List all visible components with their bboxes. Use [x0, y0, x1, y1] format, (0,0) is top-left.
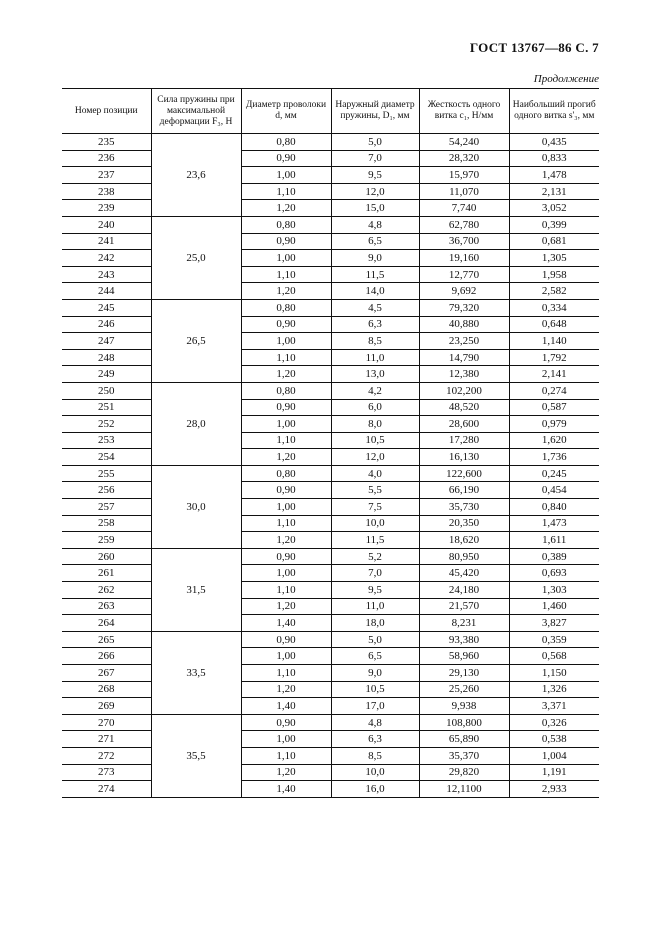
column-header-deflection: Наибольший прогиб одного витка s'₃, мм	[509, 89, 599, 134]
stiffness-cell: 23,250	[419, 333, 509, 350]
table-row	[62, 432, 599, 449]
position-cell: 265	[62, 631, 151, 648]
outer-diameter-cell: 8,5	[331, 747, 419, 764]
table-row	[62, 631, 599, 648]
outer-diameter-cell: 12,0	[331, 449, 419, 466]
table-row	[62, 134, 599, 151]
outer-diameter-cell: 15,0	[331, 200, 419, 217]
wire-diameter-cell: 1,10	[241, 432, 331, 449]
deflection-cell: 1,140	[509, 333, 599, 350]
wire-diameter-cell: 0,90	[241, 150, 331, 167]
deflection-cell: 1,611	[509, 532, 599, 549]
position-cell: 255	[62, 465, 151, 482]
position-cell: 258	[62, 515, 151, 532]
stiffness-cell: 7,740	[419, 200, 509, 217]
deflection-cell: 2,933	[509, 781, 599, 798]
outer-diameter-cell: 11,5	[331, 266, 419, 283]
wire-diameter-cell: 1,10	[241, 747, 331, 764]
position-cell: 237	[62, 167, 151, 184]
table-row	[62, 167, 599, 184]
position-cell: 243	[62, 266, 151, 283]
outer-diameter-cell: 16,0	[331, 781, 419, 798]
stiffness-cell: 62,780	[419, 216, 509, 233]
position-cell: 261	[62, 565, 151, 582]
outer-diameter-cell: 4,8	[331, 216, 419, 233]
table-row	[62, 465, 599, 482]
deflection-cell: 0,568	[509, 648, 599, 665]
table-row	[62, 299, 599, 316]
page-header: ГОСТ 13767—86 С. 7	[469, 40, 599, 55]
stiffness-cell: 45,420	[419, 565, 509, 582]
table-row	[62, 781, 599, 798]
position-cell: 267	[62, 665, 151, 682]
wire-diameter-cell: 1,40	[241, 698, 331, 715]
stiffness-cell: 25,260	[419, 681, 509, 698]
deflection-cell: 2,141	[509, 366, 599, 383]
table-row	[62, 499, 599, 516]
table-row	[62, 681, 599, 698]
outer-diameter-cell: 7,0	[331, 565, 419, 582]
table-row	[62, 382, 599, 399]
stiffness-cell: 16,130	[419, 449, 509, 466]
outer-diameter-cell: 17,0	[331, 698, 419, 715]
stiffness-cell: 24,180	[419, 582, 509, 599]
position-cell: 257	[62, 499, 151, 516]
table-row	[62, 665, 599, 682]
deflection-cell: 1,305	[509, 250, 599, 267]
outer-diameter-cell: 6,3	[331, 731, 419, 748]
force-cell: 25,0	[151, 216, 241, 299]
table-row	[62, 598, 599, 615]
table-row	[62, 747, 599, 764]
stiffness-cell: 28,600	[419, 416, 509, 433]
table-row	[62, 582, 599, 599]
wire-diameter-cell: 1,00	[241, 648, 331, 665]
wire-diameter-cell: 1,10	[241, 349, 331, 366]
wire-diameter-cell: 1,10	[241, 665, 331, 682]
outer-diameter-cell: 10,5	[331, 681, 419, 698]
position-cell: 259	[62, 532, 151, 549]
stiffness-cell: 65,890	[419, 731, 509, 748]
position-cell: 262	[62, 582, 151, 599]
position-cell: 239	[62, 200, 151, 217]
position-cell: 268	[62, 681, 151, 698]
stiffness-cell: 18,620	[419, 532, 509, 549]
outer-diameter-cell: 13,0	[331, 366, 419, 383]
stiffness-cell: 36,700	[419, 233, 509, 250]
stiffness-cell: 93,380	[419, 631, 509, 648]
outer-diameter-cell: 4,2	[331, 382, 419, 399]
position-cell: 260	[62, 548, 151, 565]
outer-diameter-cell: 9,5	[331, 167, 419, 184]
deflection-cell: 0,245	[509, 465, 599, 482]
spring-spec-table	[62, 88, 599, 798]
deflection-cell: 0,359	[509, 631, 599, 648]
wire-diameter-cell: 0,80	[241, 216, 331, 233]
deflection-cell: 0,681	[509, 233, 599, 250]
outer-diameter-cell: 10,0	[331, 764, 419, 781]
wire-diameter-cell: 1,10	[241, 515, 331, 532]
deflection-cell: 0,454	[509, 482, 599, 499]
position-cell: 236	[62, 150, 151, 167]
deflection-cell: 0,693	[509, 565, 599, 582]
deflection-cell: 1,460	[509, 598, 599, 615]
stiffness-cell: 20,350	[419, 515, 509, 532]
position-cell: 252	[62, 416, 151, 433]
outer-diameter-cell: 5,5	[331, 482, 419, 499]
position-cell: 242	[62, 250, 151, 267]
wire-diameter-cell: 0,90	[241, 548, 331, 565]
position-cell: 249	[62, 366, 151, 383]
wire-diameter-cell: 0,90	[241, 316, 331, 333]
stiffness-cell: 12,380	[419, 366, 509, 383]
deflection-cell: 2,131	[509, 183, 599, 200]
position-cell: 264	[62, 615, 151, 632]
force-cell: 31,5	[151, 548, 241, 631]
stiffness-cell: 40,880	[419, 316, 509, 333]
wire-diameter-cell: 1,20	[241, 449, 331, 466]
wire-diameter-cell: 1,00	[241, 167, 331, 184]
stiffness-cell: 29,130	[419, 665, 509, 682]
outer-diameter-cell: 4,8	[331, 714, 419, 731]
wire-diameter-cell: 1,00	[241, 250, 331, 267]
position-cell: 271	[62, 731, 151, 748]
wire-diameter-cell: 0,80	[241, 382, 331, 399]
outer-diameter-cell: 6,0	[331, 399, 419, 416]
position-cell: 247	[62, 333, 151, 350]
table-row	[62, 515, 599, 532]
position-cell: 256	[62, 482, 151, 499]
table-row	[62, 250, 599, 267]
wire-diameter-cell: 0,80	[241, 465, 331, 482]
table-row	[62, 366, 599, 383]
wire-diameter-cell: 1,00	[241, 731, 331, 748]
force-cell: 28,0	[151, 382, 241, 465]
wire-diameter-cell: 1,40	[241, 615, 331, 632]
outer-diameter-cell: 6,3	[331, 316, 419, 333]
table-row	[62, 183, 599, 200]
table-body	[62, 134, 599, 798]
wire-diameter-cell: 0,90	[241, 399, 331, 416]
force-cell: 35,5	[151, 714, 241, 797]
position-cell: 250	[62, 382, 151, 399]
deflection-cell: 1,303	[509, 582, 599, 599]
outer-diameter-cell: 9,5	[331, 582, 419, 599]
wire-diameter-cell: 0,90	[241, 482, 331, 499]
outer-diameter-cell: 7,5	[331, 499, 419, 516]
position-cell: 235	[62, 134, 151, 151]
column-header-outer-diameter: Наружный диаметр пружины, D₁, мм	[331, 89, 419, 134]
wire-diameter-cell: 0,80	[241, 134, 331, 151]
position-cell: 253	[62, 432, 151, 449]
outer-diameter-cell: 11,0	[331, 349, 419, 366]
wire-diameter-cell: 1,20	[241, 598, 331, 615]
wire-diameter-cell: 1,00	[241, 565, 331, 582]
position-cell: 240	[62, 216, 151, 233]
outer-diameter-cell: 6,5	[331, 233, 419, 250]
stiffness-cell: 80,950	[419, 548, 509, 565]
outer-diameter-cell: 4,5	[331, 299, 419, 316]
stiffness-cell: 12,1100	[419, 781, 509, 798]
outer-diameter-cell: 11,5	[331, 532, 419, 549]
deflection-cell: 0,326	[509, 714, 599, 731]
deflection-cell: 1,958	[509, 266, 599, 283]
stiffness-cell: 11,070	[419, 183, 509, 200]
wire-diameter-cell: 1,20	[241, 764, 331, 781]
outer-diameter-cell: 8,5	[331, 333, 419, 350]
deflection-cell: 3,827	[509, 615, 599, 632]
deflection-cell: 1,191	[509, 764, 599, 781]
stiffness-cell: 66,190	[419, 482, 509, 499]
stiffness-cell: 21,570	[419, 598, 509, 615]
wire-diameter-cell: 1,00	[241, 499, 331, 516]
table-row	[62, 399, 599, 416]
outer-diameter-cell: 10,0	[331, 515, 419, 532]
outer-diameter-cell: 4,0	[331, 465, 419, 482]
wire-diameter-cell: 1,20	[241, 366, 331, 383]
stiffness-cell: 35,730	[419, 499, 509, 516]
stiffness-cell: 58,960	[419, 648, 509, 665]
deflection-cell: 0,587	[509, 399, 599, 416]
position-cell: 238	[62, 183, 151, 200]
force-cell: 33,5	[151, 631, 241, 714]
stiffness-cell: 108,800	[419, 714, 509, 731]
outer-diameter-cell: 14,0	[331, 283, 419, 300]
position-cell: 274	[62, 781, 151, 798]
table-row	[62, 565, 599, 582]
wire-diameter-cell: 1,20	[241, 532, 331, 549]
position-cell: 244	[62, 283, 151, 300]
deflection-cell: 0,389	[509, 548, 599, 565]
table-row	[62, 764, 599, 781]
stiffness-cell: 14,790	[419, 349, 509, 366]
deflection-cell: 1,478	[509, 167, 599, 184]
deflection-cell: 1,150	[509, 665, 599, 682]
outer-diameter-cell: 10,5	[331, 432, 419, 449]
deflection-cell: 0,334	[509, 299, 599, 316]
deflection-cell: 0,399	[509, 216, 599, 233]
outer-diameter-cell: 11,0	[331, 598, 419, 615]
outer-diameter-cell: 12,0	[331, 183, 419, 200]
wire-diameter-cell: 0,80	[241, 299, 331, 316]
wire-diameter-cell: 1,40	[241, 781, 331, 798]
deflection-cell: 1,004	[509, 747, 599, 764]
position-cell: 245	[62, 299, 151, 316]
table-row	[62, 349, 599, 366]
table-row	[62, 731, 599, 748]
deflection-cell: 0,840	[509, 499, 599, 516]
table-row	[62, 482, 599, 499]
deflection-cell: 0,538	[509, 731, 599, 748]
table-header-row	[62, 89, 599, 134]
table-row	[62, 333, 599, 350]
column-header-force: Сила пружины при максимальной деформации F₃, Н	[151, 89, 241, 134]
wire-diameter-cell: 1,10	[241, 582, 331, 599]
table-row	[62, 316, 599, 333]
stiffness-cell: 122,600	[419, 465, 509, 482]
outer-diameter-cell: 5,0	[331, 631, 419, 648]
continuation-label: Продолжение	[533, 73, 599, 85]
outer-diameter-cell: 5,0	[331, 134, 419, 151]
wire-diameter-cell: 1,00	[241, 333, 331, 350]
deflection-cell: 0,979	[509, 416, 599, 433]
stiffness-cell: 29,820	[419, 764, 509, 781]
wire-diameter-cell: 1,00	[241, 416, 331, 433]
table-row	[62, 233, 599, 250]
wire-diameter-cell: 1,20	[241, 283, 331, 300]
wire-diameter-cell: 0,90	[241, 714, 331, 731]
stiffness-cell: 9,938	[419, 698, 509, 715]
deflection-cell: 2,582	[509, 283, 599, 300]
table-row	[62, 416, 599, 433]
stiffness-cell: 28,320	[419, 150, 509, 167]
deflection-cell: 1,326	[509, 681, 599, 698]
force-cell: 30,0	[151, 465, 241, 548]
position-cell: 254	[62, 449, 151, 466]
position-cell: 241	[62, 233, 151, 250]
table-row	[62, 266, 599, 283]
outer-diameter-cell: 18,0	[331, 615, 419, 632]
position-cell: 251	[62, 399, 151, 416]
deflection-cell: 1,736	[509, 449, 599, 466]
deflection-cell: 0,435	[509, 134, 599, 151]
outer-diameter-cell: 5,2	[331, 548, 419, 565]
table-row	[62, 200, 599, 217]
outer-diameter-cell: 9,0	[331, 250, 419, 267]
table-row	[62, 150, 599, 167]
outer-diameter-cell: 9,0	[331, 665, 419, 682]
table-row	[62, 283, 599, 300]
position-cell: 246	[62, 316, 151, 333]
deflection-cell: 1,620	[509, 432, 599, 449]
stiffness-cell: 12,770	[419, 266, 509, 283]
deflection-cell: 0,274	[509, 382, 599, 399]
outer-diameter-cell: 8,0	[331, 416, 419, 433]
force-cell: 23,6	[151, 134, 241, 217]
stiffness-cell: 9,692	[419, 283, 509, 300]
stiffness-cell: 54,240	[419, 134, 509, 151]
stiffness-cell: 102,200	[419, 382, 509, 399]
position-cell: 248	[62, 349, 151, 366]
column-header-stiffness: Жесткость одного витка c₁, Н/мм	[419, 89, 509, 134]
wire-diameter-cell: 0,90	[241, 233, 331, 250]
table-row	[62, 216, 599, 233]
position-cell: 266	[62, 648, 151, 665]
column-header-position: Номер позиции	[62, 89, 151, 134]
stiffness-cell: 19,160	[419, 250, 509, 267]
wire-diameter-cell: 1,10	[241, 266, 331, 283]
deflection-cell: 1,792	[509, 349, 599, 366]
table-row	[62, 714, 599, 731]
table-row	[62, 615, 599, 632]
position-cell: 273	[62, 764, 151, 781]
table-row	[62, 698, 599, 715]
table-row	[62, 532, 599, 549]
table-row	[62, 648, 599, 665]
stiffness-cell: 17,280	[419, 432, 509, 449]
wire-diameter-cell: 0,90	[241, 631, 331, 648]
deflection-cell: 1,473	[509, 515, 599, 532]
position-cell: 263	[62, 598, 151, 615]
stiffness-cell: 35,370	[419, 747, 509, 764]
position-cell: 270	[62, 714, 151, 731]
deflection-cell: 0,833	[509, 150, 599, 167]
deflection-cell: 3,052	[509, 200, 599, 217]
table-row	[62, 548, 599, 565]
column-header-wire-diameter: Диаметр проволоки d, мм	[241, 89, 331, 134]
position-cell: 272	[62, 747, 151, 764]
deflection-cell: 3,371	[509, 698, 599, 715]
force-cell: 26,5	[151, 299, 241, 382]
position-cell: 269	[62, 698, 151, 715]
stiffness-cell: 15,970	[419, 167, 509, 184]
outer-diameter-cell: 7,0	[331, 150, 419, 167]
deflection-cell: 0,648	[509, 316, 599, 333]
wire-diameter-cell: 1,10	[241, 183, 331, 200]
stiffness-cell: 79,320	[419, 299, 509, 316]
wire-diameter-cell: 1,20	[241, 681, 331, 698]
stiffness-cell: 8,231	[419, 615, 509, 632]
outer-diameter-cell: 6,5	[331, 648, 419, 665]
wire-diameter-cell: 1,20	[241, 200, 331, 217]
stiffness-cell: 48,520	[419, 399, 509, 416]
table-row	[62, 449, 599, 466]
